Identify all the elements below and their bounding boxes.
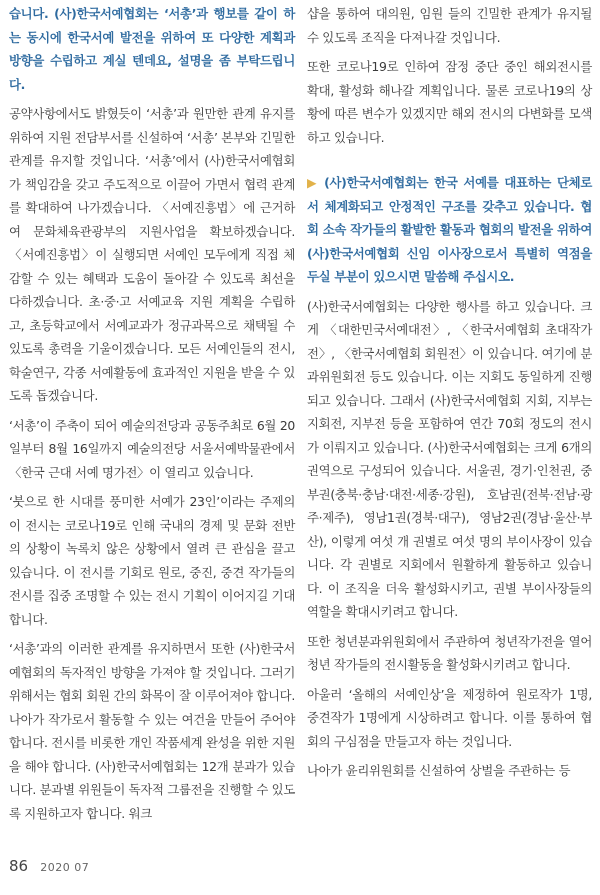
page-footer bbox=[9, 857, 89, 875]
answer-paragraph: ‘서총’이 주축이 되어 예술의전당과 공동주최로 6월 20일부터 8월 16일까지 예술의전당 서울서예박물관에서 〈한국 근대 서예 명가전〉이 열리고 있습니다. bbox=[9, 417, 295, 480]
left-column bbox=[9, 2, 295, 825]
answer-paragraph: 샵을 통하여 대의원, 임원 들의 긴밀한 관계가 유지될 수 있도록 조직을 다져나갈 것입니다. bbox=[307, 6, 592, 45]
answer-paragraph: 아울러 ‘올해의 서예인상’을 제정하여 원로작가 1명, 중견작가 1명에게 시상하려고 합니다. 이를 통하여 협회의 구심점을 만들고자 하는 것입니다. bbox=[307, 686, 592, 749]
answer-paragraph: ‘서총’과의 이러한 관계를 유지하면서 또한 (사)한국서예협회의 독자적인 방향을 가져야 할 것입니다. 그러기 위해서는 협회 회원 간의 화목이 잘 이루어져야 합니다. 나아가 작가로서 활동할 수 있는 여건을 만들어 주어야 합니다. 전시를 비롯한 개인 작품세계 완성을 위한 지원을 해야 합니다. (사)한국서예협회는 12개 분과가 있습니다. 분과별 위원들이 독자적 그룹전을 진행할 수 있도록 지원하고자 합니다. 워크 bbox=[9, 641, 295, 821]
answer-paragraph: 나아가 윤리위원회를 신설하여 상벌을 주관하는 등 bbox=[307, 763, 571, 778]
interview-question bbox=[307, 171, 592, 289]
page-number: 86 bbox=[9, 857, 29, 875]
answer-paragraph: 공약사항에서도 밝혔듯이 ‘서총’과 원만한 관계 유지를 위하여 지원 전담부서를 신설하여 ‘서총’ 본부와 긴밀한 관계를 유지할 것입니다. ‘서총’에서 (사)한국서예협회가 책임감을 갖고 주도적으로 이끌어 가면서 협력 관계를 확대하여 나가겠습니다. 〈서예진흥법〉에 근거하여 문화체육관광부의 지원사업을 확보하겠습니다. 〈서예진흥법〉이 실행되면 서예인 모두에게 직접 체감할 수 있는 혜택과 도움이 돌아갈 수 있도록 최선을 다하겠습니다. 초·중·고 서예교육 지원 계획을 수립하고, 초등학교에서 서예교과가 정규과목으로 채택될 수 있도록 총력을 기울이겠습니다. 모든 서예인들의 전시, 학술연구, 각종 서예활동에 효과적인 지원을 받을 수 있도록 돕겠습니다. bbox=[9, 106, 295, 403]
answer-paragraph: 또한 청년분과위원회에서 주관하여 청년작가전을 열어 청년 작가들의 전시활동을 활성화시키려고 합니다. bbox=[307, 633, 592, 672]
issue-date: 2020 07 bbox=[40, 861, 90, 874]
question-text: (사)한국서예협회는 한국 서예를 대표하는 단체로서 체계화되고 안정적인 구조를 갖추고 있습니다. 협회 소속 작가들의 활발한 활동과 협회의 발전을 위하여 (사)한국서예협회 신임 이사장으로서 특별히 역점을 두실 부분이 있으시면 말씀해 주십시오. bbox=[307, 175, 593, 284]
right-column bbox=[307, 2, 592, 783]
question-continued: 습니다. (사)한국서예협회는 ‘서총’과 행보를 같이 하는 동시에 한국서예 발전을 위하여 또 다양한 계획과 방향을 수립하고 계실 텐데요, 설명을 좀 부탁드립니다. bbox=[9, 6, 295, 92]
answer-paragraph: 또한 코로나19로 인하여 잠정 중단 중인 해외전시를 확대, 활성화 해나갈 계획입니다. 물론 코로나19의 상황에 따른 변수가 있겠지만 해외 전시의 다변화를 모색하고 있습니다. bbox=[307, 59, 592, 145]
triangle-marker-icon: ▶ bbox=[307, 175, 319, 190]
answer-paragraph: (사)한국서예협회는 다양한 행사를 하고 있습니다. 크게 〈대한민국서예대전〉, 〈한국서예협회 초대작가전〉, 〈한국서예협회 회원전〉이 있습니다. 여기에 분과위원회전 등도 있습니다. 이는 지회도 동일하게 진행되고 있습니다. 그래서 (사)한국서예협회 지회, 지부는 지회전, 지부전 등을 포함하여 연간 70회 정도의 전시가 이뤄지고 있습니다. (사)한국서예협회는 크게 6개의 권역으로 구성되어 있습니다. 서울권, 경기·인천권, 중부권(충북·충남·대전·세종·강원), 호남권(전북·전남·광주·제주), 영남1권(경북·대구), 영남2권(경남·울산·부산), 이렇게 여섯 개 권별로 여섯 명의 부이사장이 있습니다. 각 권별로 지회에서 원활하게 활동하고 있습니다. 이 조직을 더욱 활성화시키고, 권별 부이사장들의 역할을 확대시키려고 합니다. bbox=[307, 298, 592, 619]
answer-paragraph: ‘붓으로 한 시대를 풍미한 서예가 23인’이라는 주제의 이 전시는 코로나19로 인해 국내의 경제 및 문화 전반의 상황이 녹록치 않은 상황에서 열려 큰 관심을 끌고 있습니다. 이 전시를 기회로 원로, 중진, 중견 작가들의 전시를 집중 조명할 수 있는 전시 기획이 이어지길 기대합니다. bbox=[9, 494, 295, 627]
